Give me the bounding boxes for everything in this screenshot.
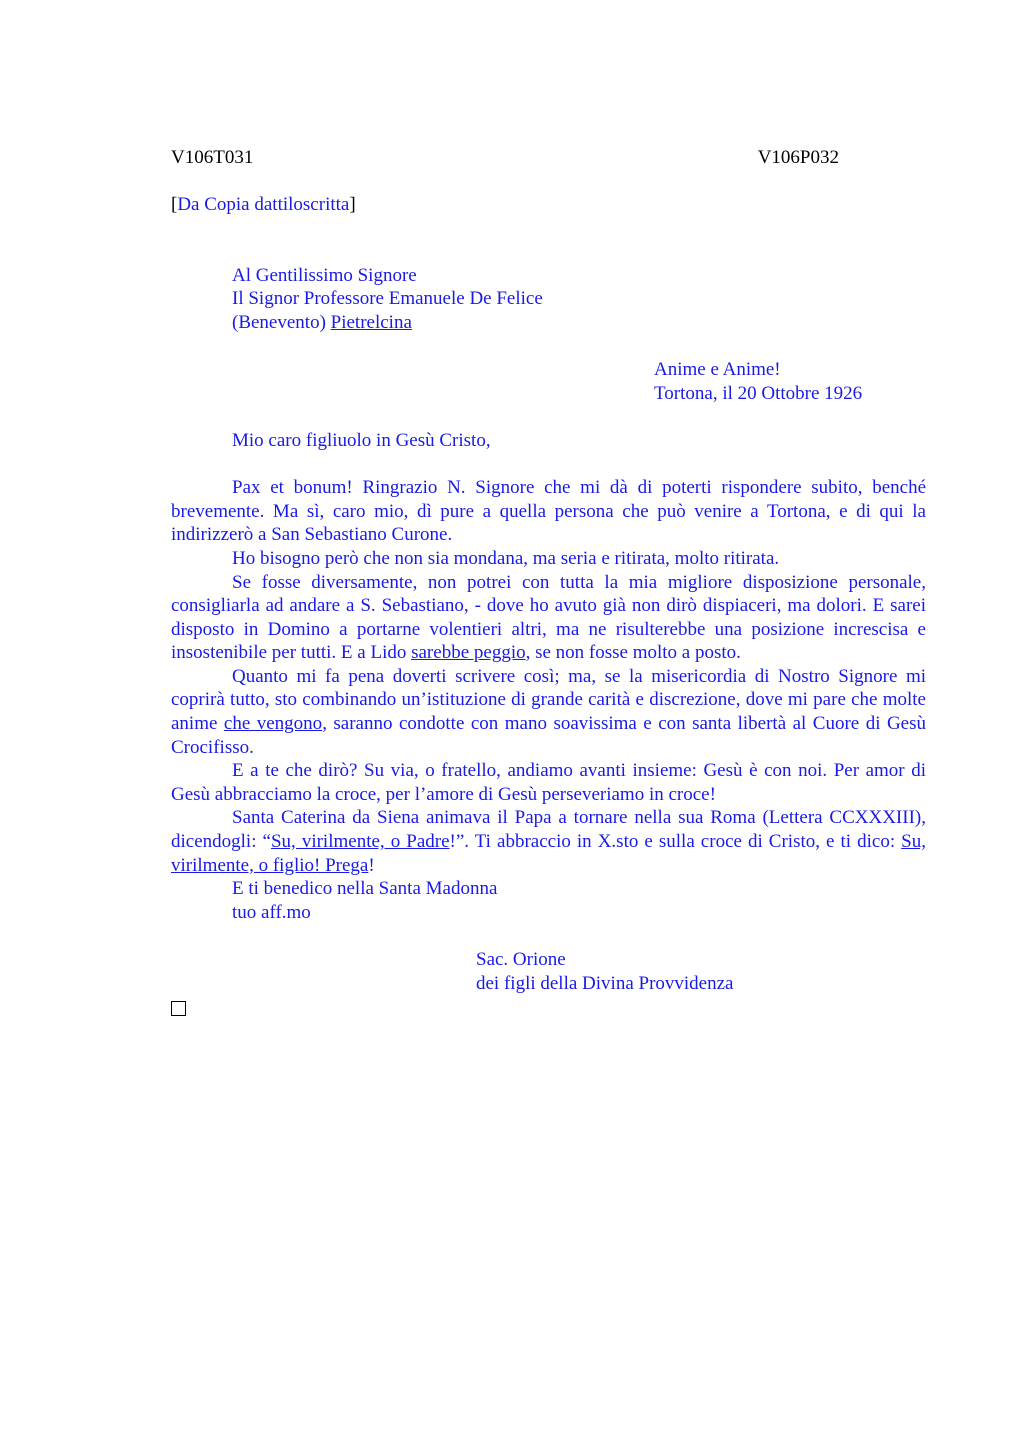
paragraph-3: Se fosse diversamente, non potrei con tutta la mia migliore disposizione personale, consigliarla ad andare a S. Sebastiano, - dove ho avuto già non dirò dispiaceri, ma dolori. E sarei disposto in Domino a portarne volentieri altri, ma ne risulterebbe una posizione increscisa e insostenibile per tutti. E a Lido sarebbe peggio, se non fosse molto a posto. [171,571,926,664]
letter-body [171,476,931,924]
salutation: Mio caro figliuolo in Gesù Cristo, [232,429,491,451]
paragraph-6: Santa Caterina da Siena animava il Papa a tornare nella sua Roma (Lettera CCXXXIII), dicendogli: “Su, virilmente, o Padre!”. Ti abbraccio in X.sto e sulla croce di Cristo, e ti dico: Su, virilmente, o figlio! Prega! [171,807,926,876]
motto: Anime e Anime! [654,359,781,381]
document-code-left: V106T031 [171,147,254,168]
paragraph-8: tuo aff.mo [232,901,311,923]
dateline [171,358,931,405]
paragraph-1: Pax et bonum! Ringrazio N. Signore che mi dà di poterti rispondere subito, benché brevemente. Ma sì, caro mio, dì pure a quella persona che può venire a Tortona, e di qui la indirizzerò a San Sebastiano Curone. [171,477,926,546]
source-note: [Da Copia dattiloscritta] [171,194,356,216]
signature-title: dei figli della Divina Provvidenza [476,972,734,994]
letter-page [171,146,931,1023]
address-line-2: Il Signor Professore Emanuele De Felice [232,288,543,310]
address-line-3: (Benevento) Pietrelcina [232,311,412,333]
spacer [171,453,931,477]
paragraph-2: Ho bisogno però che non sia mondana, ma seria e ritirata, molto ritirata. [232,547,780,569]
paragraph-5: E a te che dirò? Su via, o fratello, andiamo avanti insieme: Gesù è con noi. Per amor di Gesù abbracciamo la croce, per l’amore di Gesù perseveriamo in croce! [171,760,926,805]
address-line-1: Al Gentilissimo Signore [232,264,417,286]
address-place: Pietrelcina [330,311,412,333]
recipient-address [171,264,931,335]
end-marker [171,995,931,1023]
header-codes [171,146,839,170]
paragraph-7: E ti benedico nella Santa Madonna [232,878,498,900]
spacer [171,335,931,359]
document-code-right: V106P032 [757,147,839,168]
square-icon [171,1001,186,1016]
spacer [171,924,931,948]
spacer [171,217,931,264]
place-date: Tortona, il 20 Ottobre 1926 [654,382,863,404]
signature-name: Sac. Orione [476,949,566,970]
spacer [171,405,931,429]
source-note-text: Da Copia dattiloscritta [177,194,350,216]
paragraph-4: Quanto mi fa pena doverti scrivere così; ma, se la misericordia di Nostro Signore mi coprirà tutto, sto combinando un’istituzione di grande carità e discrezione, dove mi pare che molte anime che vengono, saranno condotte con mano soavissima e con santa libertà al Cuore di Gesù Crocifisso. [171,665,926,758]
signature [171,948,931,995]
spacer [171,170,931,194]
